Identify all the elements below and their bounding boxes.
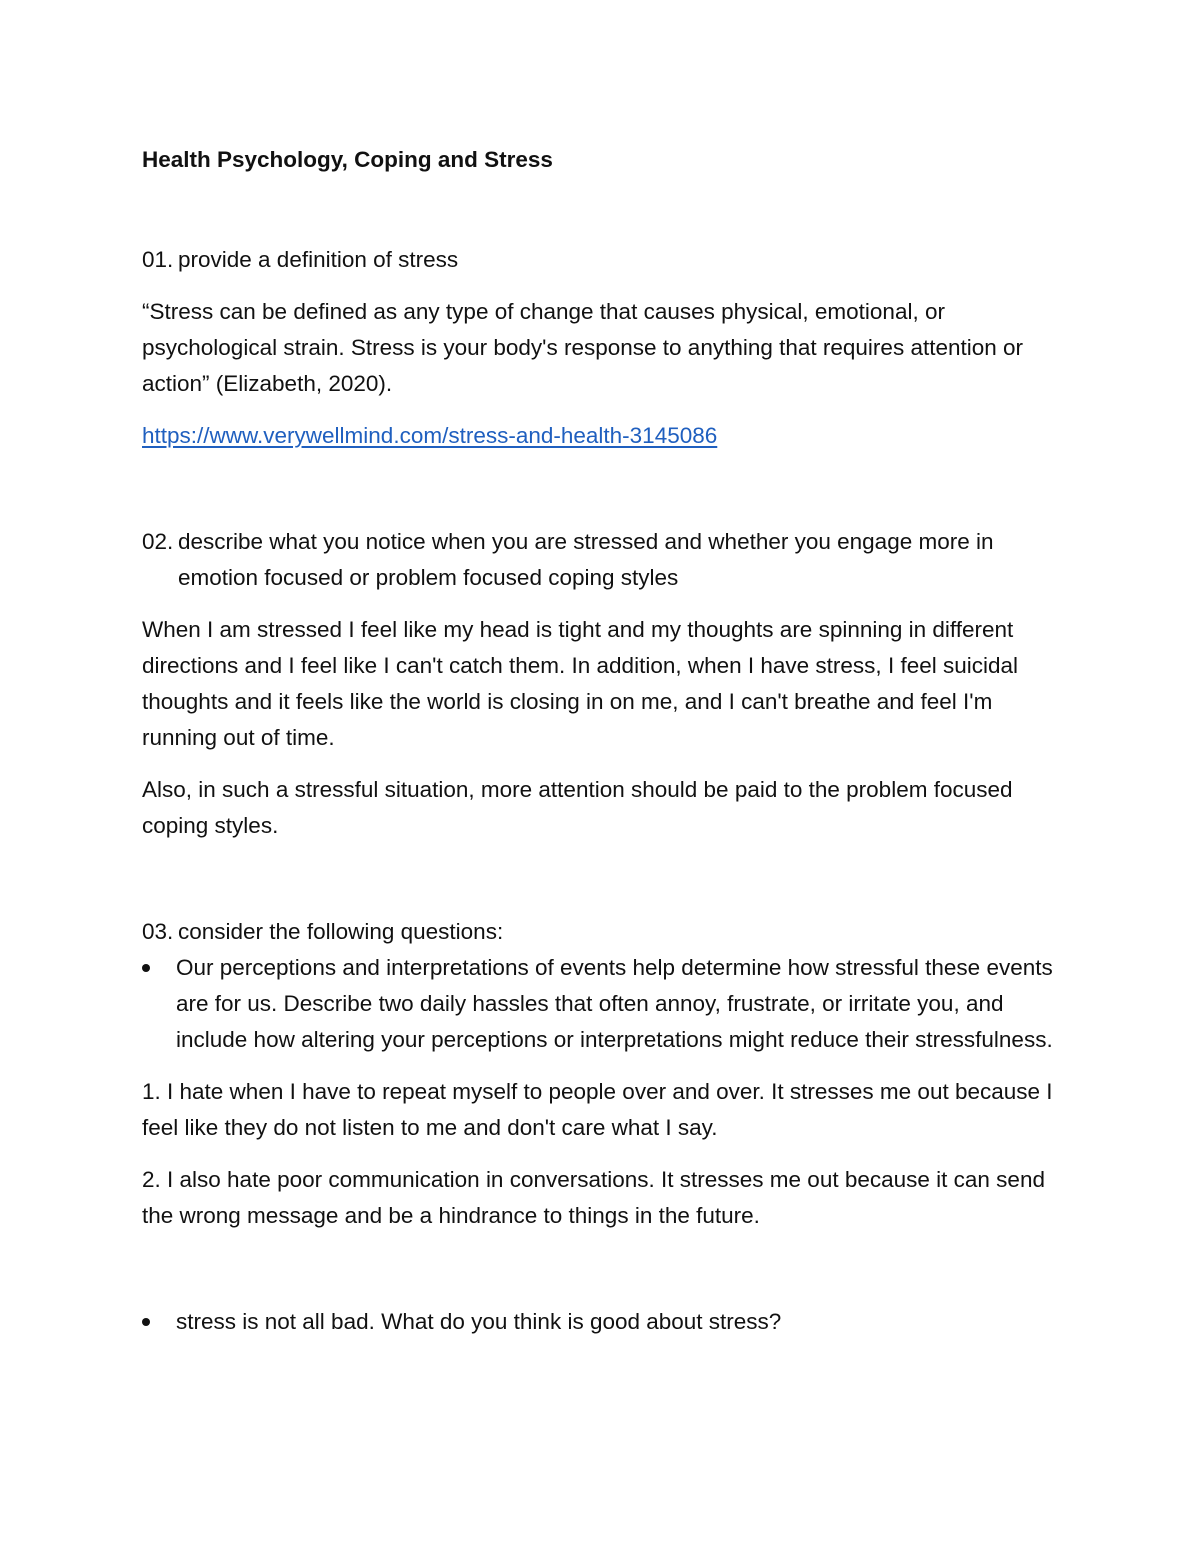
question-1-prompt: provide a definition of stress: [178, 247, 459, 272]
question-3-answer-2: 2. I also hate poor communication in conversations. It stresses me out because it can send the wrong message and be a hindrance to things in the future.: [142, 1167, 1045, 1228]
bullet-icon: [142, 964, 150, 972]
question-3-bullet-2: [142, 1304, 1062, 1340]
question-3-prompt: consider the following questions:: [178, 919, 504, 944]
reference-link[interactable]: https://www.verywellmind.com/stress-and-health-3145086: [142, 423, 718, 448]
question-2-answer-1: When I am stressed I feel like my head is tight and my thoughts are spinning in different directions and I feel like I can't catch them. In addition, when I have stress, I feel suicidal thoughts and it feels like the world is closing in on me, and I can't breathe and feel I'm running out of time.: [142, 617, 1019, 750]
question-2-number: 02.: [142, 529, 174, 554]
question-1: [142, 242, 1062, 278]
question-2: [142, 524, 1062, 596]
question-2-prompt: describe what you notice when you are stressed and whether you engage more in emotion focused or problem focused coping styles: [178, 529, 994, 590]
bullet-icon: [142, 1318, 150, 1326]
question-1-answer: “Stress can be defined as any type of change that causes physical, emotional, or psychological strain. Stress is your body's response to anything that requires attention or action” (Elizabeth, 2020).: [142, 299, 1024, 396]
document-body: [142, 140, 1062, 1340]
question-3-answer-1: 1. I hate when I have to repeat myself to people over and over. It stresses me out because I feel like they do not listen to me and don't care what I say.: [142, 1079, 1053, 1140]
question-3-number: 03.: [142, 919, 174, 944]
question-3: [142, 914, 1062, 950]
question-3-bullet-1: [142, 950, 1062, 1058]
question-1-number: 01.: [142, 247, 174, 272]
question-2-answer-2: Also, in such a stressful situation, more attention should be paid to the problem focused coping styles.: [142, 777, 1013, 838]
question-3-bullet-2-text: stress is not all bad. What do you think is good about stress?: [176, 1309, 782, 1334]
document-title: Health Psychology, Coping and Stress: [142, 147, 553, 172]
question-3-bullet-1-text: Our perceptions and interpretations of events help determine how stressful these events are for us. Describe two daily hassles that often annoy, frustrate, or irritate you, and include how altering your perceptions or interpretations might reduce their stressfulness.: [176, 955, 1053, 1052]
